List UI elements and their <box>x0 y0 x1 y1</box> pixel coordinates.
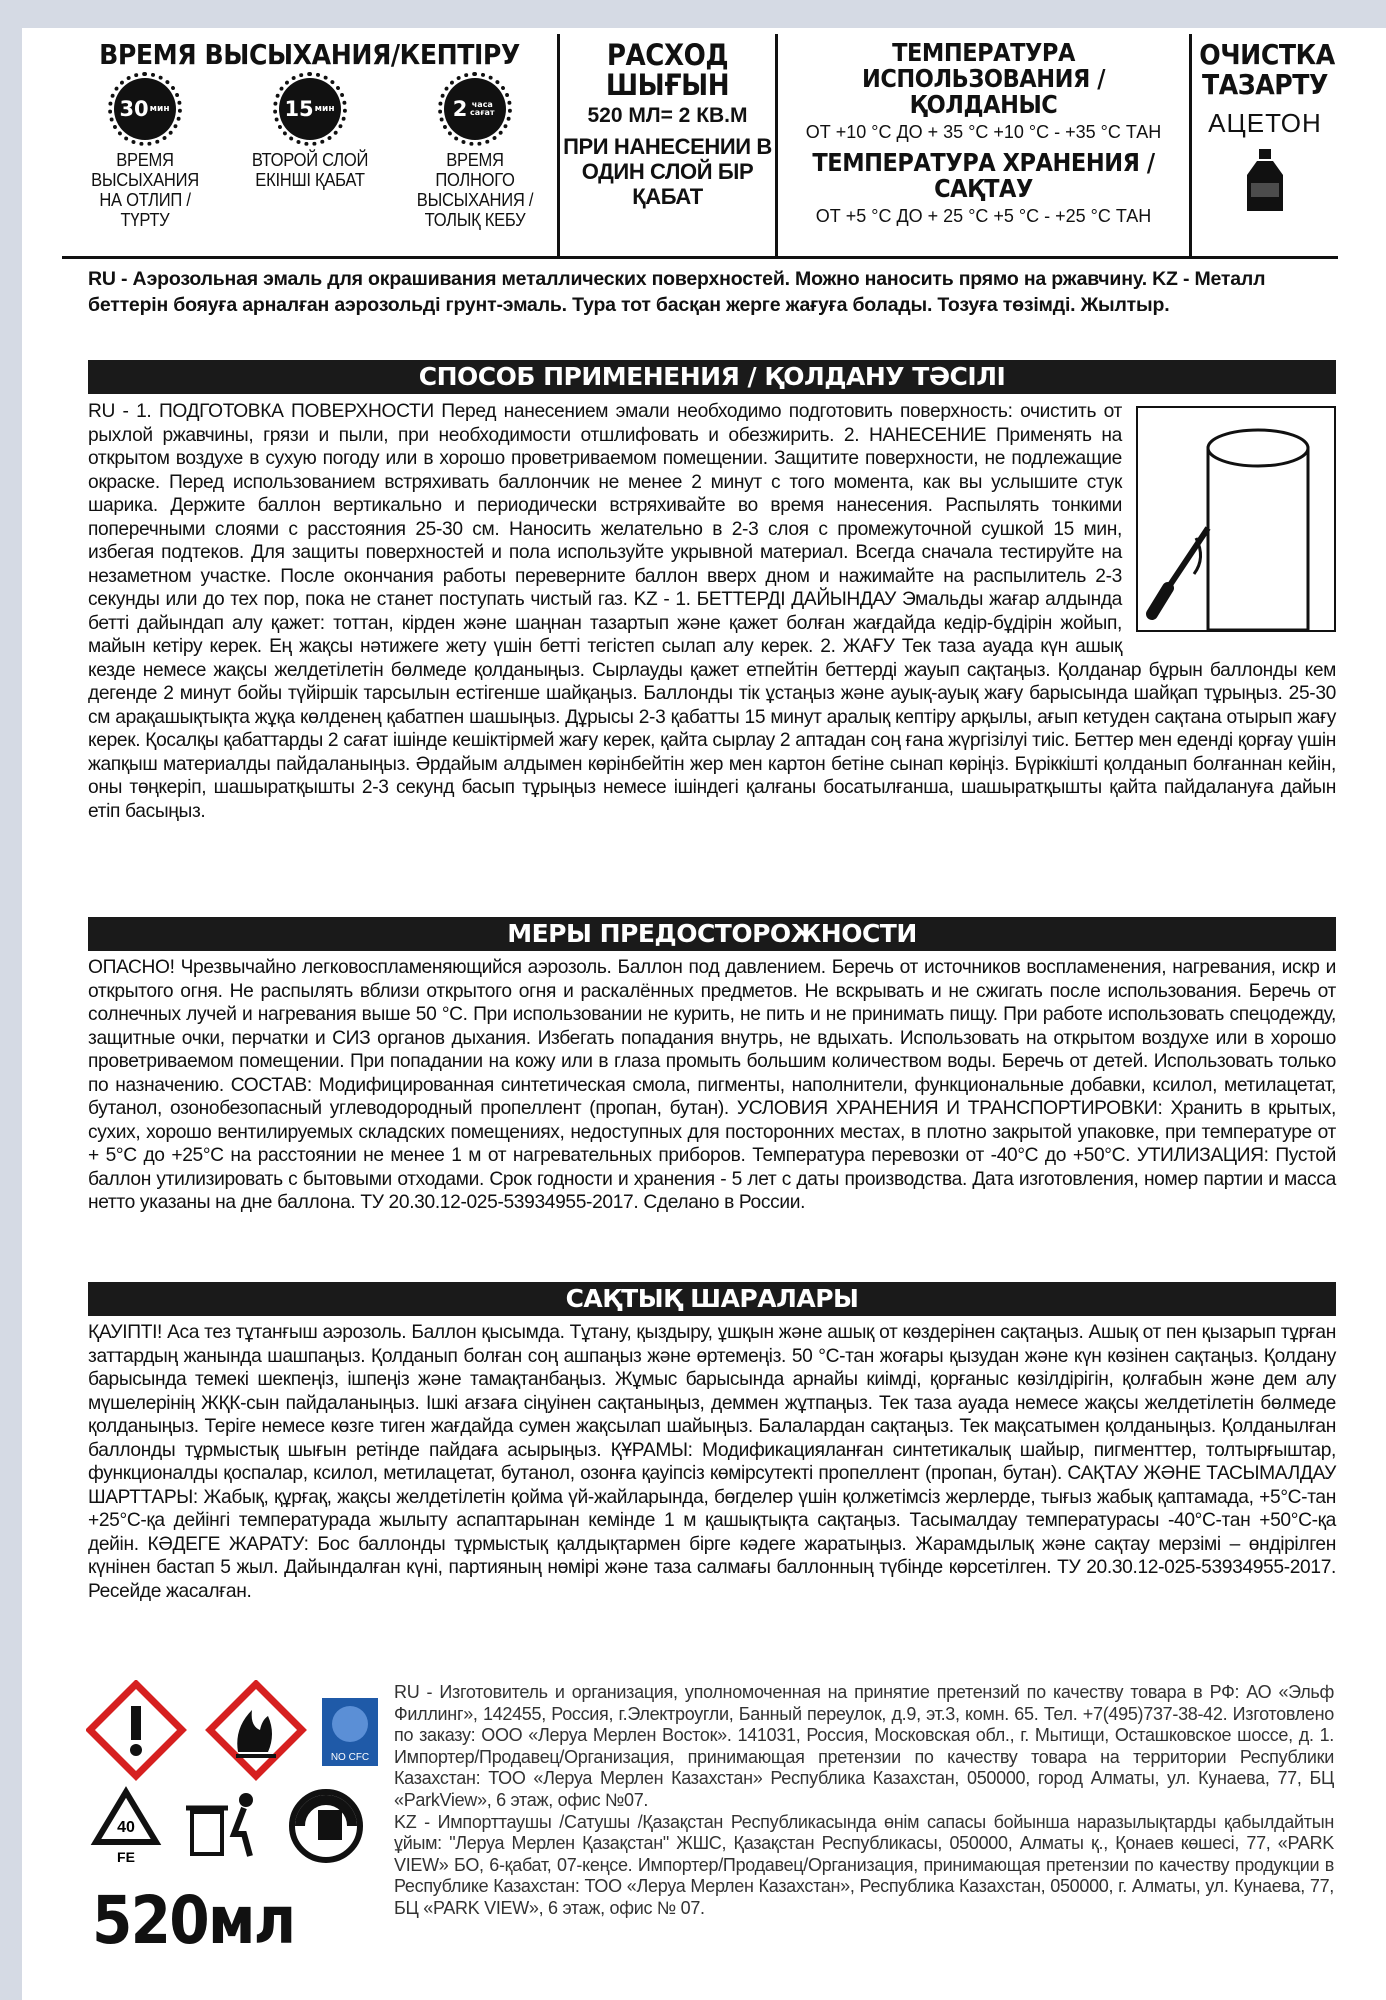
clock-second-coat <box>240 78 380 230</box>
safety-title: САҚТЫҚ ШАРАЛАРЫ <box>88 1282 1336 1316</box>
usage-title: СПОСОБ ПРИМЕНЕНИЯ / ҚОЛДАНУ ТӘСІЛІ <box>88 360 1336 394</box>
consumption-cell <box>560 34 778 256</box>
drying-clocks <box>62 78 557 230</box>
info-row <box>62 34 1338 259</box>
storage-temp-title: ТЕМПЕРАТУРА ХРАНЕНИЯ / САҚТАУ <box>812 148 1155 203</box>
precautions-title: МЕРЫ ПРЕДОСТОРОЖНОСТИ <box>88 917 1336 951</box>
drying-cell <box>62 34 560 256</box>
legal-info <box>394 1682 1334 1920</box>
recycling-40-fe-icon <box>96 1792 156 1865</box>
svg-text:40: 40 <box>117 1819 135 1836</box>
safety-text: ҚАУІПТІ! Аса тез тұтанғыш аэрозоль. Баллон қысымда. Тұтану, қыздыру, ұшқын және ашық от көздерінен сақтаңыз. Ашық от пен қызарып тұрған заттардың жанында шашпаңыз. Қолданып болған соң ашпаңыз және өртемеңіз. 50 °С-тан жоғары қызудан және күн көзінен сақтаңыз. Қолдану барысында темекі шекпеңіз, ішпеңіз және тамақтанбаңыз. Жұмыс барысында арнайы киімді, қорғаныс көзілдірігін, қолғабын және дем алу мүшелерінің ЖҚК-сын пайдаланыңыз. Ішкі ағзаға сіңуінен сақтаныңыз, деммен жұтпаңыз. Тек таза ауада немесе жақсы желдетілетін бөлмеде қолданыңыз. Теріге немесе көзге тиген жағдайда сумен жақсылап шайыңыз. Балалардан сақтаңыз. Тек мақсатымен қолданыңыз. Қолданылған баллонды тұрмыстық шығын ретінде пайдаға асырыңыз. ҚҰРАМЫ: Модификацияланған синтетикалық шайыр, пигменттер, толтырғыштар, функционалды қоспалар, ксилол, метилацетат, бутанол, озонға қауіпсіз көмірсутекті пропеллент (пропан, бутан). САҚТАУ ЖӘНЕ ТАСЫМАЛДАУ ШАРТТАРЫ: Жабық, құрғақ, жақсы желдетілетін қойма үй-жайларында, бөгделер үшін қолжетімсіз жерлерде, тығыз жабық қаптамада, +5°С-тан +25°С-қа дейінгі температурада жылыту аспаптарынан кемінде 1 м қашықтықта сақтаңыз. Тасымалдау температурасы -40°С-тан +50°С-қа дейін. КӘДЕГЕ ЖАРАТУ: Бос баллонды тұрмыстық қалдықтармен бірге кәдеге жаратыңыз. Жарамдылық және сақтау мерзімі – өндірілген күнінен бастап 5 жыл. Дайындалған күні, партияның нөмірі және таза салмағы баллонның түбінде көрсетілген. ТУ 20.30.12-025-53934955-2017. Ресейде жасалған. <box>88 1322 1336 1602</box>
clock-icon: 2 часа сағат <box>444 78 506 140</box>
precautions-text: ОПАСНО! Чрезвычайно легковоспламеняющийся аэрозоль. Баллон под давлением. Беречь от источников воспламенения, нагревания, искр и открытого огня. Не распылять вблизи открытого огня и раскалённых предметов. Не вскрывать и не сжигать после использования. Беречь от солнечных лучей и нагревания выше 50 °С. При использовании не курить, не пить и не принимать пищу. При работе использовать спецодежду, защитные очки, перчатки и СИЗ органов дыхания. Избегать попадания внутрь, не вдыхать. Использовать на открытом воздухе или в хорошо проветриваемом помещении. При попадании на кожу или в глаза промыть большим количеством воды. Беречь от детей. Использовать только по назначению. СОСТАВ: Модифицированная синтетическая смола, пигменты, наполнители, функциональные добавки, ксилол, метилацетат, бутанол, озонобезопасный углеводородный пропеллент (пропан, бутан). УСЛОВИЯ ХРАНЕНИЯ И ТРАНСПОРТИРОВКИ: Хранить в крытых, сухих, хорошо вентилируемых складских помещениях, недоступных для посторонних местах, в плотно закрытой упаковке, при температуре от + 5°С до +25°С на расстоянии не менее 1 м от нагревательных приборов. Температура перевозки от -40°С до +50°С. УТИЛИЗАЦИЯ: Пустой баллон утилизировать с бытовыми отходами. Срок годности и хранения - 5 лет с даты производства. Дата изготовления, номер партии и масса нетто указаны на дне баллона. ТУ 20.30.12-025-53934955-2017. Сделано в России. <box>88 957 1336 1213</box>
scraper-icon <box>1138 408 1334 630</box>
flame-hazard-icon <box>210 1684 302 1776</box>
svg-text:NO CFC: NO CFC <box>330 1752 370 1763</box>
pct-certification-icon <box>292 1792 360 1860</box>
bin-disposal-icon <box>186 1793 253 1856</box>
no-cfc-icon <box>322 1698 378 1766</box>
usage-section <box>88 400 1336 823</box>
storage-temp-text: ОТ +5 °С ДО + 25 °С +5 °С - +25 °С ТАН <box>815 206 1152 226</box>
svg-text:FE: FE <box>117 1849 135 1865</box>
exclamation-hazard-icon <box>90 1684 182 1776</box>
volume-label: 520мл <box>92 1882 295 1959</box>
cleaning-agent: АЦЕТОН <box>1208 108 1322 138</box>
legal-kz: KZ - Импорттаушы /Сатушы /Қазақстан Республикасында өнім сапасы бойынша наразылықтарды қабылдайтын ұйым: "Леруа Мерлен Қазақстан" ЖШС, Қазақстан Республикасы, 050000, Алматы қ., Қонаев көшесі, 77, «PARK VIEW» БО, 6-қабат, 07-кеңсе. Импортер/Продавец/Организация, принимающая претензии по качеству продукции в Республике Казахстан: ТОО «Леруа Мерлен Казахстан», Республика Казахстан, 050000, г. Алматы, ул. Кунаева, 77, БЦ «PARK VIEW», 6 этаж, офис № 07. <box>394 1811 1334 1918</box>
intro-text: RU - Аэрозольная эмаль для окрашивания металлических поверхностей. Можно наносить прямо на ржавчину. KZ - Металл беттерін бояуға арналған аэрозольді грунт-эмаль. Тура тот басқан жерге жағуға болады. Тозуға төзімді. Жылтыр. <box>88 268 1266 316</box>
clock-full-dry <box>405 78 545 230</box>
consumption-title: РАСХОД ШЫҒЫН <box>605 38 730 102</box>
consumption-text: ПРИ НАНЕСЕНИИ В ОДИН СЛОЙ БІР ҚАБАТ <box>563 134 772 209</box>
cleaning-title: ОЧИСТКА ТАЗАРТУ <box>1199 38 1335 101</box>
clock-icon: 15 мин <box>279 78 341 140</box>
usage-text: RU - 1. ПОДГОТОВКА ПОВЕРХНОСТИ Перед нанесением эмали необходимо подготовить поверхность: очистить от рыхлой ржавчины, грязи и пыли, при необходимости отшлифовать и обезжирить. 2. НАНЕСЕНИЕ Применять на открытом воздухе в сухую погоду или в хорошо проветриваемом помещении. Защитите поверхности, не подлежащие окраске. Перед использованием встряхивать баллончик не менее 2 минут с того момента, как вы услышите стук шарика. Держите баллон вертикально и периодически встряхивайте во время нанесения. Распылять тонкими поперечными слоями с расстояния 25-30 см. Наносить желательно в 2-3 слоя с промежуточной сушкой 15 мин, избегая подтеков. Для защиты поверхностей и пола используйте укрывной материал. Всегда сначала тестируйте на незаметном участке. После окончания работы переверните баллон вверх дном и нажимайте на распылитель 2-3 секунды или до тех пор, пока не станет поступать чистый газ. KZ - 1. БЕТТЕРДІ ДАЙЫНДАУ Эмальды жағар алдында бетті дайындап алу қажет: тоттан, кірден және шаңнан тазартып және қажет болған жағдайда кедір-бұдірін жойып, майын кетіру керек. Ең жақсы нәтижеге жету үшін бетті тегістеп сылап алу керек. 2. ЖАҒУ Тек таза ауада күн ашық кезде немесе жақсы желдетілетін бөлмеде қолданыңыз. Сырлауды қажет етпейтін беттерді жауып сақтаңыз. Қолданар бұрын баллонды кем дегенде 2 минут бойы түйіршік тарсылын естігенше шайқаңыз. Баллонды тік ұстаңыз және ауық-ауық жағу барысында шайқап тұрыңыз. 25-30 см арақашықтықта жұқа көлденең қабатпен шашыңыз. Дұрысы 2-3 қабатты 15 минут аралық кептіру арқылы, ағып кетуден сақтана отырып жағу керек. Қосалқы қабаттарды 2 сағат ішінде кешіктірмей жағу керек, қайта сырлау 2 аптадан соң ғана жүргізілуі тиіс. Беттер мен еденді қорғау үшін жапқыш материалды пайдаланыңыз. Әрдайым алдымен көрінбейтін жер мен картон бетіне сынап көріңіз. Бүріккішті қолданып болғаннан кейін, оны төңкеріп, шашыратқышты 2-3 секунд басып тұрыңыз немесе ішіндегі қалғаны босатылғанша, шашыратқышты қайта пайдалануға дайын етіп басыңыз. <box>88 401 1336 822</box>
cleaning-cell <box>1192 34 1338 256</box>
legal-ru: RU - Изготовитель и организация, уполномоченная на принятие претензий по качеству товара в РФ: АО «Эльф Филлинг», 142455, Россия, г.Электроугли, Банный переулок, д.9, эт.3, комн. 65. Тел. +7(495)737-38-42. Изготовлено по заказу: ООО «Леруа Мерлен Восток». 141031, Россия, Московская обл., г. Мытищи, Осташковское шоссе, д. 1. Импортер/Продавец/Организация, принимающая претензии по качеству товара на территории Республики Казахстан: ТОО «Леруа Мерлен Казахстан» Республика Казахстан, 050000, город Алматы, ул. Кунаева, 77, БЦ «ParkView», 6 этаж, офис №07. <box>394 1682 1334 1810</box>
clock-icon: 30 мин <box>114 78 176 140</box>
clock-touch-dry <box>75 78 215 230</box>
application-figure <box>1136 406 1336 632</box>
clock-caption: ВРЕМЯ ВЫСЫХАНИЯ НА ОТЛИП / ТҮРТУ <box>90 150 199 230</box>
temperature-cell <box>778 34 1192 256</box>
use-temp-title: ТЕМПЕРАТУРА ИСПОЛЬЗОВАНИЯ / ҚОЛДАНЫС <box>861 38 1106 119</box>
clock-caption: ВРЕМЯ ПОЛНОГО ВЫСЫХАНИЯ / ТОЛЫҚ КЕБУ <box>416 150 533 230</box>
use-temp-text: ОТ +10 °С ДО + 35 °С +10 °С - +35 °С ТАН <box>805 122 1162 142</box>
drying-title: ВРЕМЯ ВЫСЫХАНИЯ/КЕПТІРУ <box>99 38 520 71</box>
consumption-amount: 520 МЛ= 2 КВ.М <box>587 104 748 127</box>
bottle-icon <box>1243 149 1287 213</box>
clock-caption: ВТОРОЙ СЛОЙ ЕКІНШІ ҚАБАТ <box>251 150 368 190</box>
